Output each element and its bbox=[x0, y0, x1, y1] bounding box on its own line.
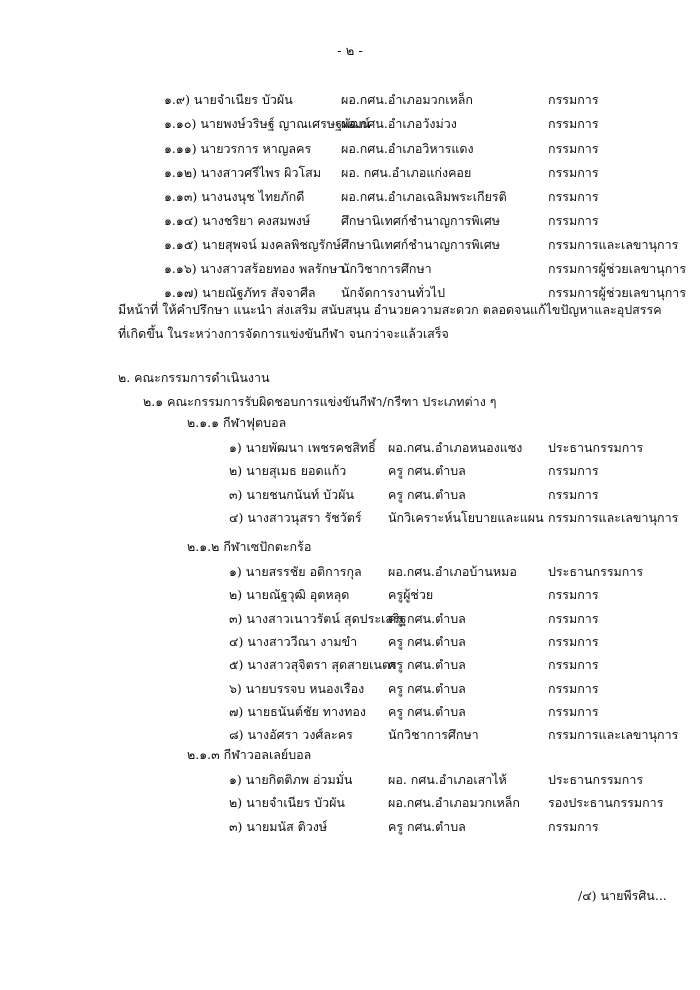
member-position: ครู กศน.ตำบล bbox=[388, 487, 466, 502]
group-title: ๒.๑.๑ กีฬาฟุตบอล bbox=[187, 415, 287, 430]
member-role: กรรมการ bbox=[548, 165, 599, 180]
member-row bbox=[0, 139, 700, 157]
member-name: ๓) นายมนัส ติวงษ์ bbox=[229, 819, 328, 834]
member-name: ๑.๑๑) นายวรการ หาญลคร bbox=[164, 141, 312, 156]
member-role: กรรมการ bbox=[548, 213, 599, 228]
member-role: กรรมการ bbox=[548, 634, 599, 649]
member-name: ๑.๑๐) นายพงษ์วริษฐ์ ญาณเศรษฐพัฒน์ bbox=[164, 116, 371, 131]
member-name: ๔) นางสาววีณา งามขำ bbox=[229, 634, 358, 649]
member-row bbox=[0, 562, 700, 580]
member-role: กรรมการ bbox=[548, 487, 599, 502]
member-position: ผอ.กศน.อำเภอมวกเหล็ก bbox=[388, 795, 520, 810]
member-name: ๑.๑๓) นางนงนุช ไทยภักดี bbox=[164, 189, 305, 204]
member-role: กรรมการ bbox=[548, 463, 599, 478]
member-name: ๓) นายชนกนันท์ บัวผัน bbox=[229, 487, 355, 502]
member-name: ๑.๑๖) นางสาวสร้อยทอง พลรักษา bbox=[164, 261, 345, 276]
member-role: กรรมการ bbox=[548, 141, 599, 156]
member-name: ๒) นายจำเนียร บัวผัน bbox=[229, 795, 345, 810]
member-position: ครู กศน.ตำบล bbox=[388, 819, 466, 834]
member-role: กรรมการและเลขานุการ bbox=[548, 727, 679, 742]
member-position: ผอ.กศน.อำเภอเฉลิมพระเกียรติ bbox=[341, 189, 507, 204]
member-name: ๗) นายธนันต์ชัย ทางทอง bbox=[229, 704, 366, 719]
member-name: ๑.๑๒) นางสาวศรีไพร ผิวโสม bbox=[164, 165, 322, 180]
member-name: ๑) นายพัฒนา เพชรคชสิทธิ์ bbox=[229, 440, 376, 455]
member-row bbox=[0, 817, 700, 835]
member-role: ประธานกรรมการ bbox=[548, 440, 644, 455]
member-row bbox=[0, 163, 700, 181]
page-number: - ๒ - bbox=[337, 44, 363, 59]
member-role: กรรมการ bbox=[548, 189, 599, 204]
member-name: ๑.๑๔) นางชริยา คงสมพงษ์ bbox=[164, 213, 311, 228]
member-position: ครู กศน.ตำบล bbox=[388, 611, 466, 626]
member-name: ๕) นางสาวสุจิตรา สุดสายเนตร bbox=[229, 657, 397, 672]
member-name: ๑) นายสรรชัย อติการกุล bbox=[229, 564, 362, 579]
member-row bbox=[0, 725, 700, 743]
member-row bbox=[0, 702, 700, 720]
member-row bbox=[0, 259, 700, 277]
member-row bbox=[0, 508, 700, 526]
member-row bbox=[0, 283, 700, 301]
member-role: กรรมการ bbox=[548, 611, 599, 626]
section2-subtitle: ๒.๑ คณะกรรมการรับผิดชอบการแข่งขันกีฬา/กรีฑา ประเภทต่าง ๆ bbox=[143, 394, 497, 409]
member-name: ๓) นางสาวเนาวรัตน์ สุดประเสริฐ bbox=[229, 611, 407, 626]
member-position: ผอ.กศน.อำเภอวิหารแดง bbox=[341, 141, 474, 156]
member-position: ผอ.กศน.อำเภอวังม่วง bbox=[341, 116, 457, 131]
member-position: ผอ.กศน.อำเภอหนองแซง bbox=[388, 440, 523, 455]
member-position: นักวิชาการศึกษา bbox=[341, 261, 432, 276]
member-role: กรรมการและเลขานุการ bbox=[548, 237, 679, 252]
member-row bbox=[0, 461, 700, 479]
member-position: นักวิเคราะห์นโยบายและแผน bbox=[388, 510, 544, 525]
member-position: ผอ.กศน.อำเภอมวกเหล็ก bbox=[341, 92, 473, 107]
member-row bbox=[0, 187, 700, 205]
member-row bbox=[0, 438, 700, 456]
member-row bbox=[0, 632, 700, 650]
member-position: นักจัดการงานทั่วไป bbox=[341, 285, 446, 300]
member-role: ประธานกรรมการ bbox=[548, 564, 644, 579]
member-role: กรรมการ bbox=[548, 681, 599, 696]
member-row bbox=[0, 235, 700, 253]
member-name: ๑.๙) นายจำเนียร บัวผัน bbox=[164, 92, 293, 107]
member-role: กรรมการ bbox=[548, 587, 599, 602]
member-position: ผอ.กศน.อำเภอบ้านหมอ bbox=[388, 564, 517, 579]
member-position: ครู กศน.ตำบล bbox=[388, 463, 466, 478]
member-row bbox=[0, 90, 700, 108]
member-role: กรรมการ bbox=[548, 819, 599, 834]
member-name: ๑.๑๗) นายณัฐภัทร สัจจาศีล bbox=[164, 285, 316, 300]
member-position: ผอ. กศน.อำเภอเสาไห้ bbox=[388, 772, 507, 787]
member-position: นักวิชาการศึกษา bbox=[388, 727, 479, 742]
member-role: กรรมการ bbox=[548, 704, 599, 719]
member-name: ๔) นางสาวนุสรา รัชวัตร์ bbox=[229, 510, 362, 525]
section2-title: ๒. คณะกรรมการดำเนินงาน bbox=[118, 370, 270, 385]
member-role: กรรมการ bbox=[548, 657, 599, 672]
member-row bbox=[0, 793, 700, 811]
member-name: ๒) นายณัฐวุฒิ อุตหลุด bbox=[229, 587, 350, 602]
member-position: ศึกษานิเทศก์ชำนาญการพิเศษ bbox=[341, 237, 501, 252]
member-position: ครูผู้ช่วย bbox=[388, 587, 434, 602]
member-row bbox=[0, 655, 700, 673]
next-page-continuation: /๔) นายพีรศิน... bbox=[578, 888, 667, 903]
duty-text-line1: มีหน้าที่ ให้คำปรึกษา แนะนำ ส่งเสริม สนับสนุน อำนวยความสะดวก ตลอดจนแก้ไขปัญหาและอุปสรรค bbox=[118, 302, 662, 317]
member-position: ครู กศน.ตำบล bbox=[388, 657, 466, 672]
member-position: ครู กศน.ตำบล bbox=[388, 681, 466, 696]
member-row bbox=[0, 679, 700, 697]
member-role: กรรมการผู้ช่วยเลขานุการ bbox=[548, 261, 687, 276]
member-row bbox=[0, 114, 700, 132]
member-role: รองประธานกรรมการ bbox=[548, 795, 664, 810]
member-name: ๖) นายบรรจบ หนองเรือง bbox=[229, 681, 365, 696]
member-position: ผอ. กศน.อำเภอแก่งคอย bbox=[341, 165, 472, 180]
group-title: ๒.๑.๒ กีฬาเซปักตะกร้อ bbox=[187, 539, 312, 554]
member-name: ๑) นายกิตติภพ อ่วมมั่น bbox=[229, 772, 353, 787]
member-role: ประธานกรรมการ bbox=[548, 772, 644, 787]
member-row bbox=[0, 585, 700, 603]
member-row bbox=[0, 211, 700, 229]
member-row bbox=[0, 609, 700, 627]
member-name: ๒) นายสุเมธ ยอดแก้ว bbox=[229, 463, 347, 478]
member-row bbox=[0, 770, 700, 788]
member-position: ครู กศน.ตำบล bbox=[388, 704, 466, 719]
member-role: กรรมการ bbox=[548, 92, 599, 107]
member-row bbox=[0, 485, 700, 503]
member-role: กรรมการผู้ช่วยเลขานุการ bbox=[548, 285, 687, 300]
member-name: ๘) นางอัศรา วงศ์ละคร bbox=[229, 727, 353, 742]
group-title: ๒.๑.๓ กีฬาวอลเลย์บอล bbox=[187, 747, 312, 762]
member-position: ครู กศน.ตำบล bbox=[388, 634, 466, 649]
member-role: กรรมการ bbox=[548, 116, 599, 131]
member-position: ศึกษานิเทศก์ชำนาญการพิเศษ bbox=[341, 213, 501, 228]
member-name: ๑.๑๕) นายสุพจน์ มงคลพิชญรักษ์ bbox=[164, 237, 342, 252]
duty-text-line2: ที่เกิดขึ้น ในระหว่างการจัดการแข่งขันกีฬา จนกว่าจะแล้วเสร็จ bbox=[118, 326, 449, 341]
member-role: กรรมการและเลขานุการ bbox=[548, 510, 679, 525]
